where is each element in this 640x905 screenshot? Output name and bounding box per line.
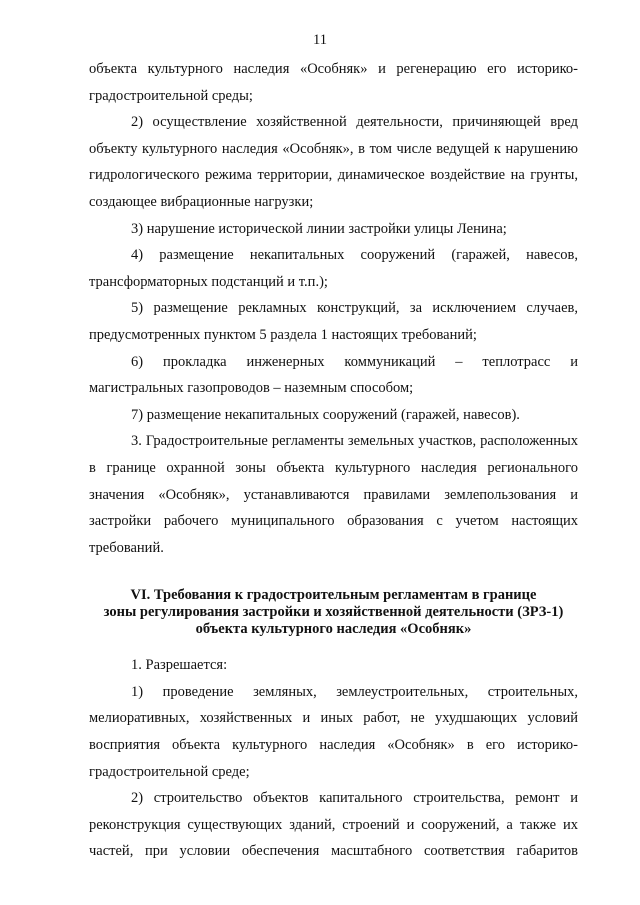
- allowed-item-1: 1) проведение земляных, землеустроительных, строительных, мелиоративных, хозяйственных и иных работ, не ухудшающих условий восприятия объекта культурного наследия «Особняк» в его историко-градостроительной среде;: [89, 683, 578, 780]
- list-item-6: 6) прокладка инженерных коммуникаций – теплотрасс и магистральных газопроводов – наземным способом;: [89, 353, 578, 397]
- list-item-2: 2) осуществление хозяйственной деятельности, причиняющей вред объекту культурного наследия «Особняк», в том числе ведущей к нарушению гидрологического режима территории, динамическое воздействие на грунты, создающее вибрационные нагрузки;: [89, 114, 578, 210]
- section-heading-line-3: объекта культурного наследия «Особняк»: [195, 621, 472, 638]
- section-heading: [89, 587, 578, 638]
- section-heading-line-1: VI. Требования к градостроительным регламентам в границе: [130, 587, 537, 604]
- allowed-item-2: 2) строительство объектов капитального строительства, ремонт и реконструкция существующих зданий, строений и сооружений, а также их частей, при условии обеспечения масштабного соответствия габаритов: [89, 790, 578, 860]
- list-item-7: 7) размещение некапитальных сооружений (гаражей, навесов).: [131, 406, 520, 423]
- page-number: 11: [313, 32, 327, 48]
- clause-3: 3. Градостроительные регламенты земельных участков, расположенных в границе охранной зоны объекта культурного наследия регионального значения «Особняк», устанавливаются правилами землепользования и застройки рабочего муниципального образования с учетом настоящих требований.: [89, 433, 578, 556]
- document-body: [89, 56, 578, 865]
- list-item-3: 3) нарушение исторической линии застройки улицы Ленина;: [131, 220, 507, 237]
- clause-1-allowed: 1. Разрешается:: [131, 657, 228, 674]
- paragraph-continuation: объекта культурного наследия «Особняк» и регенерацию его историко-градостроительной среды;: [89, 61, 578, 104]
- list-item-5: 5) размещение рекламных конструкций, за исключением случаев, предусмотренных пунктом 5 раздела 1 настоящих требований;: [89, 300, 578, 343]
- section-heading-line-2: зоны регулирования застройки и хозяйственной деятельности (ЗРЗ-1): [103, 604, 564, 621]
- list-item-4: 4) размещение некапитальных сооружений (гаражей, навесов, трансформаторных подстанций и т.п.);: [89, 247, 578, 290]
